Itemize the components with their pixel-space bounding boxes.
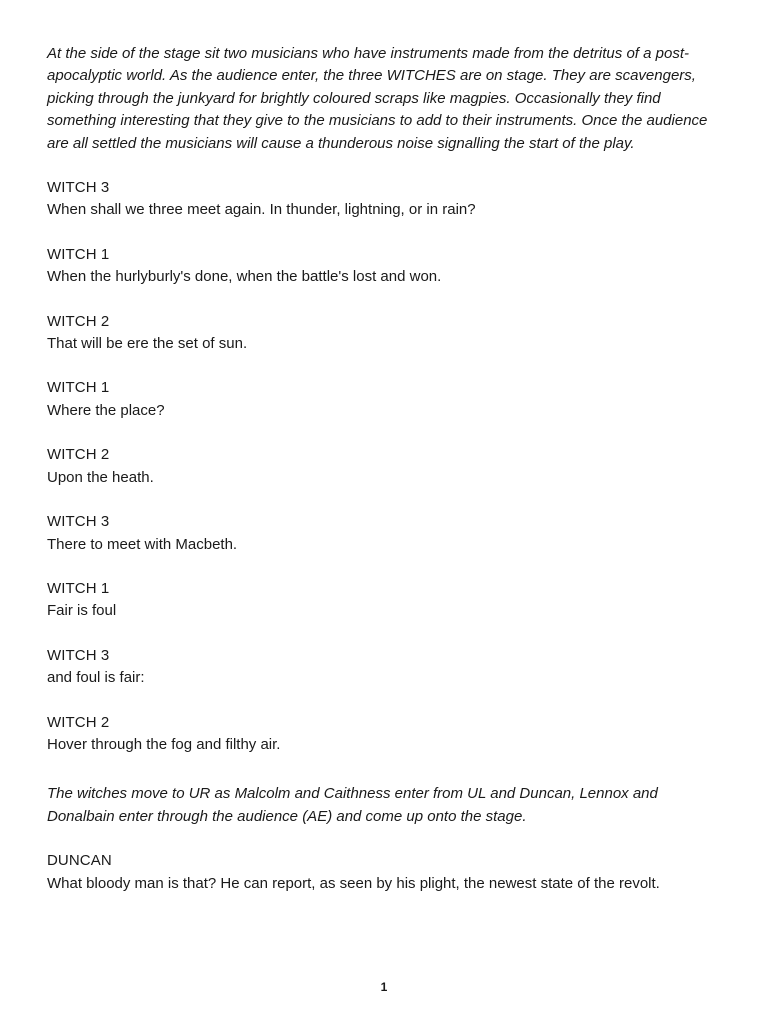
speech-block xyxy=(47,311,727,356)
speaker-name: WITCH 1 xyxy=(47,245,110,263)
speaker-name: WITCH 3 xyxy=(47,646,110,664)
speaker-name: WITCH 1 xyxy=(47,379,110,397)
speaker-name: WITCH 2 xyxy=(47,713,110,731)
speaker-name: WITCH 1 xyxy=(47,579,110,597)
dialogue-line: Upon the heath. xyxy=(47,468,154,486)
speaker-name: WITCH 2 xyxy=(47,446,110,464)
speaker-name: DUNCAN xyxy=(47,852,112,870)
speech-block xyxy=(47,712,727,757)
speaker-name: WITCH 2 xyxy=(47,312,110,330)
dialogue-line: When the hurlyburly's done, when the battle's lost and won. xyxy=(47,268,442,286)
dialogue-line: What bloody man is that? He can report, as seen by his plight, the newest state of the revolt. xyxy=(47,874,660,892)
speech-block xyxy=(47,578,727,623)
dialogue-line: There to meet with Macbeth. xyxy=(47,535,238,553)
stage-direction-entrance: The witches move to UR as Malcolm and Caithness enter from UL and Duncan, Lennox and Donalbain enter through the audience (AE) and come up onto the stage. xyxy=(47,785,658,825)
speech-block xyxy=(47,850,727,895)
speaker-name: WITCH 3 xyxy=(47,179,110,197)
speech-block xyxy=(47,377,727,422)
dialogue-line: Where the place? xyxy=(47,401,165,419)
dialogue-line: That will be ere the set of sun. xyxy=(47,335,248,353)
dialogue-line: Fair is foul xyxy=(47,602,117,620)
speaker-name: WITCH 3 xyxy=(47,513,110,531)
speech-block xyxy=(47,645,727,690)
speech-block xyxy=(47,244,727,289)
dialogue-line: Hover through the fog and filthy air. xyxy=(47,735,281,753)
page-number: 1 xyxy=(380,980,388,994)
speech-block xyxy=(47,444,727,489)
stage-direction-opening: At the side of the stage sit two musicians who have instruments made from the detritus of a post-apocalyptic world. As the audience enter, the three WITCHES are on stage. They are scavengers, picking through the junkyard for brightly coloured scraps like magpies. Occasionally they find something interesting that they give to the musicians to add to their instruments. Once the audience are all settled the musicians will cause a thunderous noise signalling the start of the play. xyxy=(47,45,708,152)
speech-block xyxy=(47,511,727,556)
dialogue-line: When shall we three meet again. In thunder, lightning, or in rain? xyxy=(47,201,476,219)
speech-block xyxy=(47,177,727,222)
script-page xyxy=(47,43,727,895)
dialogue-line: and foul is fair: xyxy=(47,669,145,687)
